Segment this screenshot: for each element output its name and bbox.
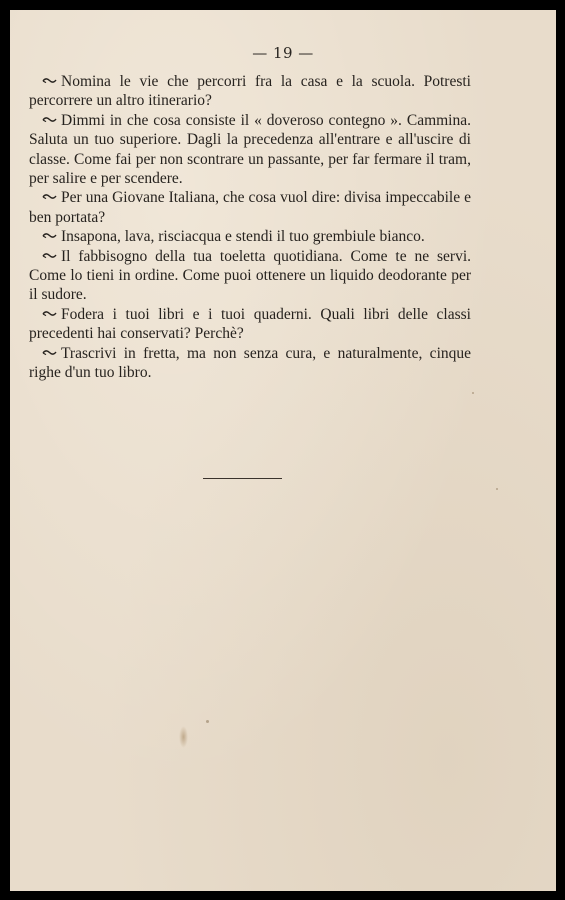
exercise-text: Fodera i tuoi libri e i tuoi quaderni. Quali libri delle classi precedenti hai conservati? Perchè?: [29, 305, 471, 343]
exercise-item: [29, 111, 471, 189]
exercise-text: Trascrivi in fretta, ma non senza cura, e naturalmente, cinque righe d'un tuo libro.: [29, 344, 471, 382]
wave-bullet-icon: [42, 232, 57, 240]
exercise-text: Il fabbisogno della tua toeletta quotidiana. Come te ne servi. Come lo tieni in ordine. Come puoi ottenere un liquido deodorante per il sudore.: [29, 247, 471, 304]
exercise-item: [29, 344, 471, 383]
wave-bullet-icon: [42, 252, 57, 260]
wave-bullet-icon: [42, 193, 57, 201]
exercise-item: [29, 227, 471, 246]
book-page: [10, 10, 556, 891]
exercise-text: Nomina le vie che percorri fra la casa e la scuola. Potresti percorrere un altro itinerario?: [29, 73, 471, 110]
wave-bullet-icon: [42, 77, 57, 85]
paper-speck: [472, 392, 474, 394]
exercise-list: [29, 72, 471, 383]
paper-speck: [206, 720, 209, 723]
paper-speck: [496, 488, 498, 490]
exercise-text: Dimmi in che cosa consiste il « doveroso contegno ». Cammina. Saluta un tuo superiore. Dagli la precedenza all'entrare e all'uscire di classe. Come fai per non scontrare un passante, per far fermare il tram, per salire e per scendere.: [29, 111, 471, 188]
exercise-item: [29, 72, 471, 111]
end-divider: [203, 478, 282, 479]
wave-bullet-icon: [42, 116, 57, 124]
wave-bullet-icon: [42, 310, 57, 318]
exercise-text: Per una Giovane Italiana, che cosa vuol dire: divisa impeccabile e ben portata?: [29, 189, 471, 226]
page-number: — 19 —: [252, 44, 314, 62]
exercise-item: [29, 247, 471, 305]
paper-stain: [179, 726, 188, 748]
wave-bullet-icon: [42, 349, 57, 357]
exercise-text: Insapona, lava, risciacqua e stendi il tuo grembiule bianco.: [61, 228, 425, 246]
exercise-item: [29, 188, 471, 227]
exercise-item: [29, 305, 471, 344]
